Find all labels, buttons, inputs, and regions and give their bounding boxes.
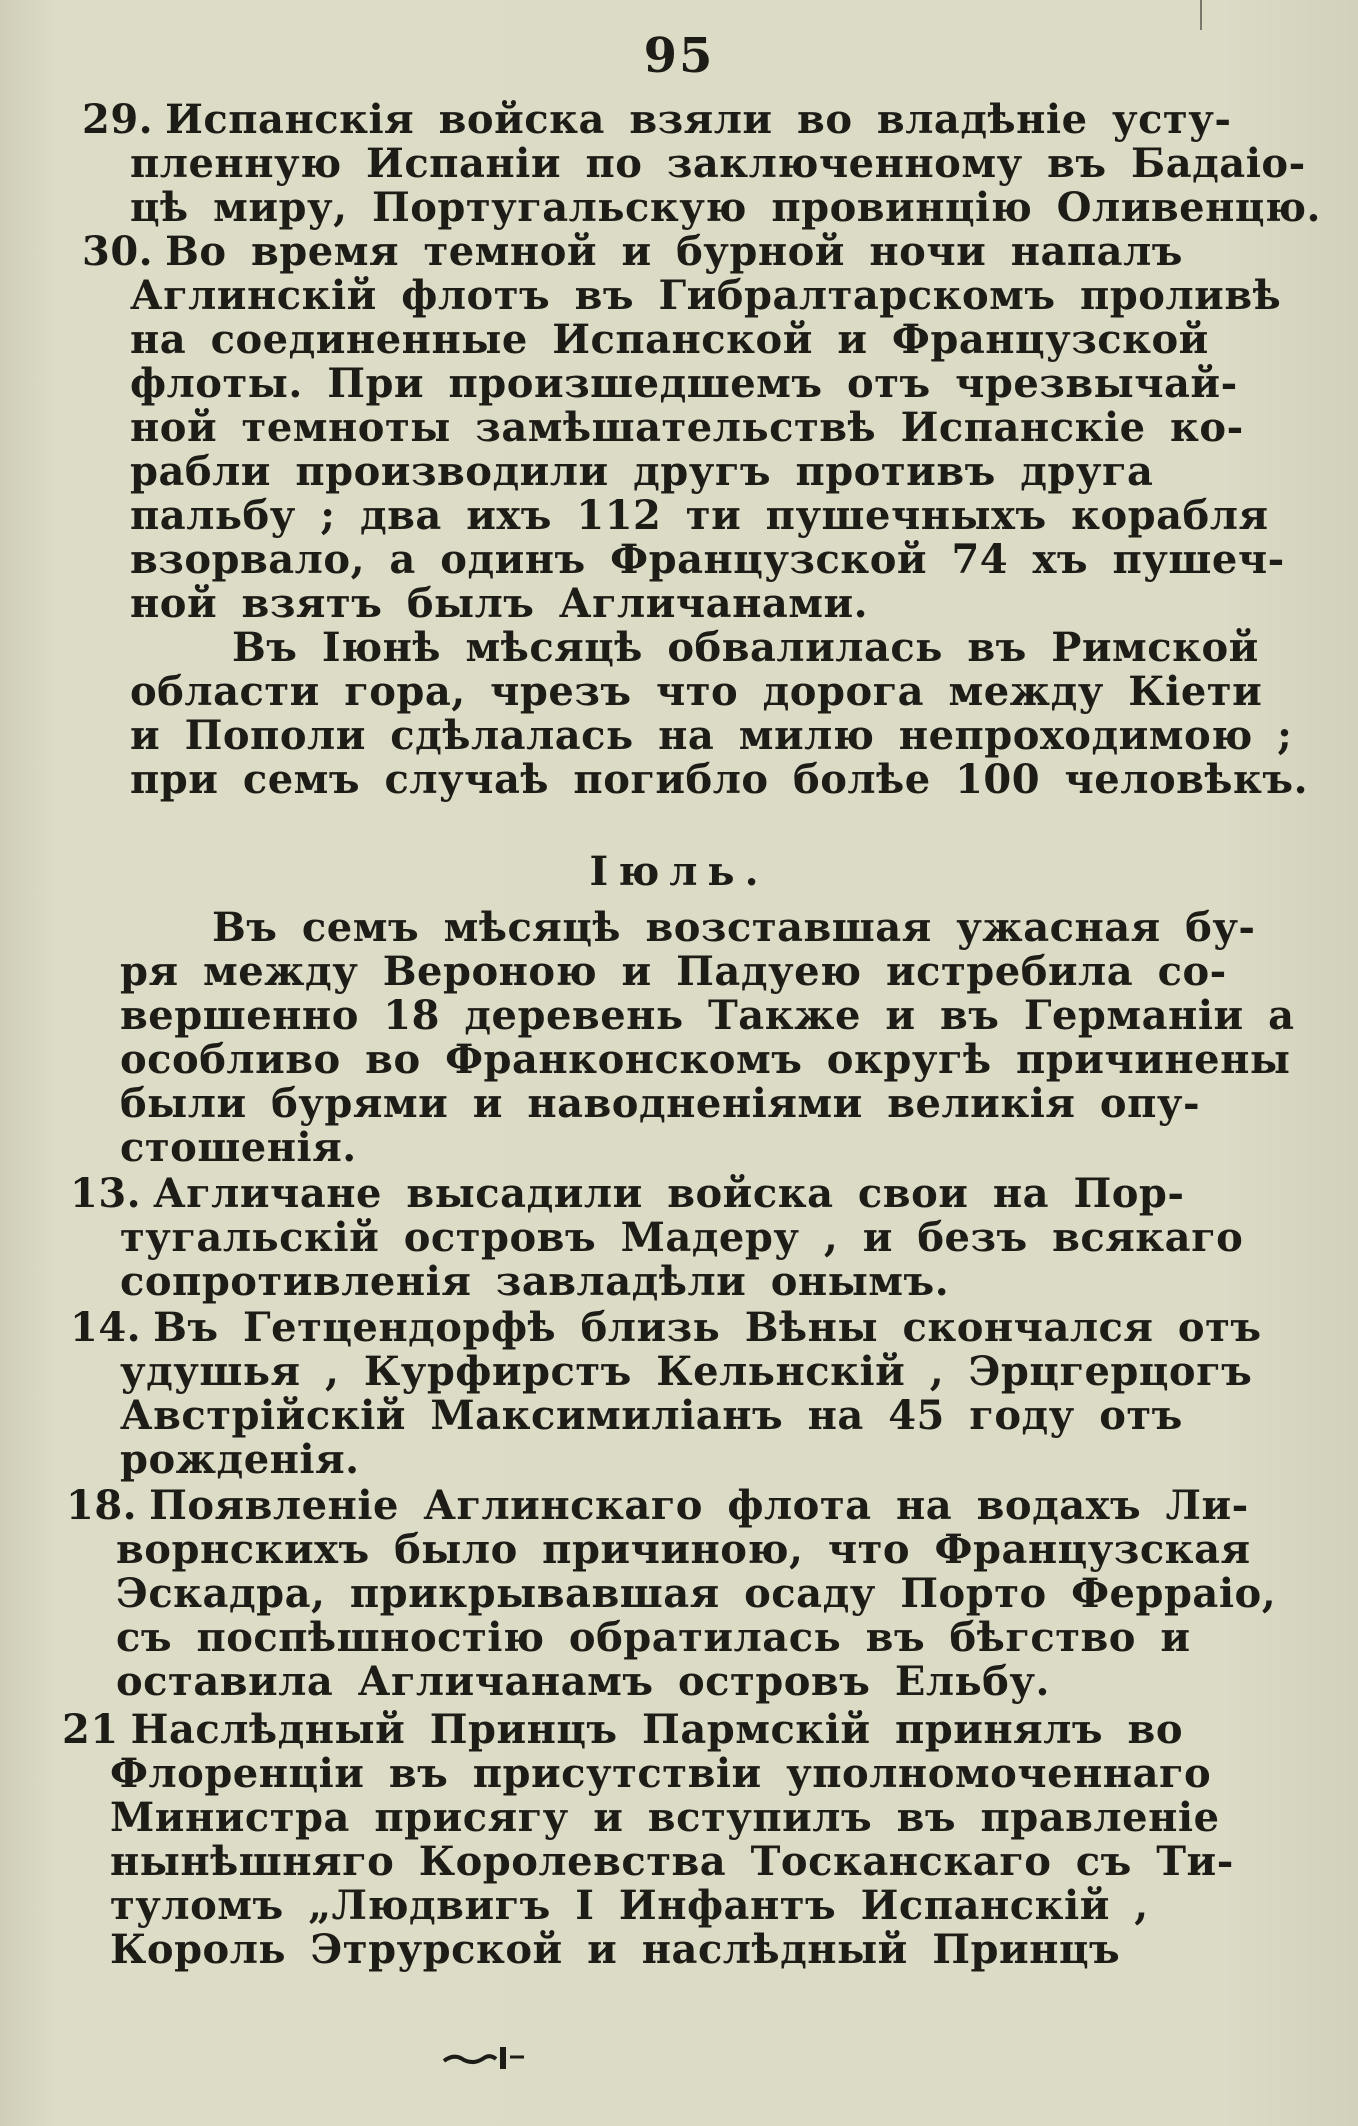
entry-line: нынѣшняго Королевства Тосканскаго съ Ти- [110,1838,1234,1885]
paragraph-line: и Пополи сдѣлалась на милю непроходимою ; [130,712,1293,759]
entry-line: рабли производили другъ противъ друга [130,448,1154,495]
entry-line: сопротивленія завладѣли онымъ. [120,1258,950,1305]
entry-line: Министра присягу и вступилъ въ правленіе [110,1794,1220,1841]
entry-line: туломъ „Людвигъ I Инфантъ Испанскій , [110,1882,1149,1929]
entry-line: удушья , Курфирстъ Кельнскій , Эрцгерцогъ [120,1348,1253,1395]
entry-line: Король Этрурской и наслѣдный Принцъ [110,1926,1121,1973]
paragraph-line: вершенно 18 деревень Также и въ Германіи а [120,992,1295,1039]
entry-line: Австрійскій Максимиліанъ на 45 году отъ [120,1392,1183,1439]
paragraph-line: при семъ случаѣ погибло болѣе 100 человѣкъ. [130,756,1309,803]
paragraph-line: ря между Вероною и Падуею истребила со- [120,948,1227,995]
entry-line: ной темноты замѣшательствѣ Испанскіе ко- [130,404,1244,451]
paragraph-line: Въ Іюнѣ мѣсяцѣ обвалилась въ Римской [232,624,1259,671]
paragraph-line: Въ семъ мѣсяцѣ возставшая ужасная бу- [212,904,1256,951]
entry-line: Эскадра, прикрывавшая осаду Порто Ферраіо, [116,1570,1277,1617]
entry-number: 18. [66,1482,138,1529]
entry-line: 18. Появленіе Аглинскаго флота на водахъ Ли- [66,1482,1249,1529]
entry-number: 29. [82,96,154,143]
entry-number: 21 [62,1706,119,1753]
entry-line: ной взятъ былъ Агличанами. [130,580,869,627]
entry-line: ворнскихъ было причиною, что Французская [116,1526,1251,1573]
section-heading: Іюль. [589,848,769,895]
entry-line: флоты. При произшедшемъ отъ чрезвычай- [130,360,1238,407]
entry-line: 13. Агличане высадили войска свои на Пор- [70,1170,1185,1217]
paragraph-line: особливо во Франконскомъ округѣ причинены [120,1036,1291,1083]
paragraph-line: стошенія. [120,1124,357,1171]
page-number: 95 [643,28,715,84]
entry-number: 14. [70,1304,142,1351]
entry-line: пальбу ; два ихъ 112 ти пушечныхъ корабля [130,492,1269,539]
paragraph-line: области гора, чрезъ что дорога между Кіети [130,668,1263,715]
entry-line: 30. Во время темной и бурной ночи напалъ [82,228,1183,275]
entry-number: 13. [70,1170,142,1217]
entry-line: на соединенные Испанской и Французской [130,316,1209,363]
entry-line: Аглинскій флотъ въ Гибралтарскомъ проливѣ [130,272,1282,319]
paragraph-line: были бурями и наводненіями великія опу- [120,1080,1201,1127]
entry-line: пленную Испаніи по заключенному въ Бадаіо- [130,140,1306,187]
entry-number: 30. [82,228,154,275]
entry-line: 21 Наслѣдный Принцъ Пармскій принялъ во [62,1706,1184,1753]
entry-line: Флоренціи въ присутствіи уполномоченнаго [110,1750,1212,1797]
entry-line: съ поспѣшностію обратилась въ бѣгство и [116,1614,1191,1661]
entry-line: 14. Въ Гетцендорфѣ близь Вѣны скончался отъ [70,1304,1262,1351]
entry-line: тугальскій островъ Мадеру , и безъ всякаго [120,1214,1244,1261]
entry-line: 29. Испанскія войска взяли во владѣніе усту- [82,96,1232,143]
entry-line: цѣ миру, Португальскую провинцію Оливенцю. [130,184,1321,231]
entry-line: оставила Агличанамъ островъ Ельбу. [116,1658,1050,1705]
page-edge-rule [1200,0,1202,30]
entry-line: рожденія. [120,1436,360,1483]
catchword-ornament [440,2045,530,2071]
entry-line: взорвало, а одинъ Французской 74 хъ пушеч- [130,536,1285,583]
